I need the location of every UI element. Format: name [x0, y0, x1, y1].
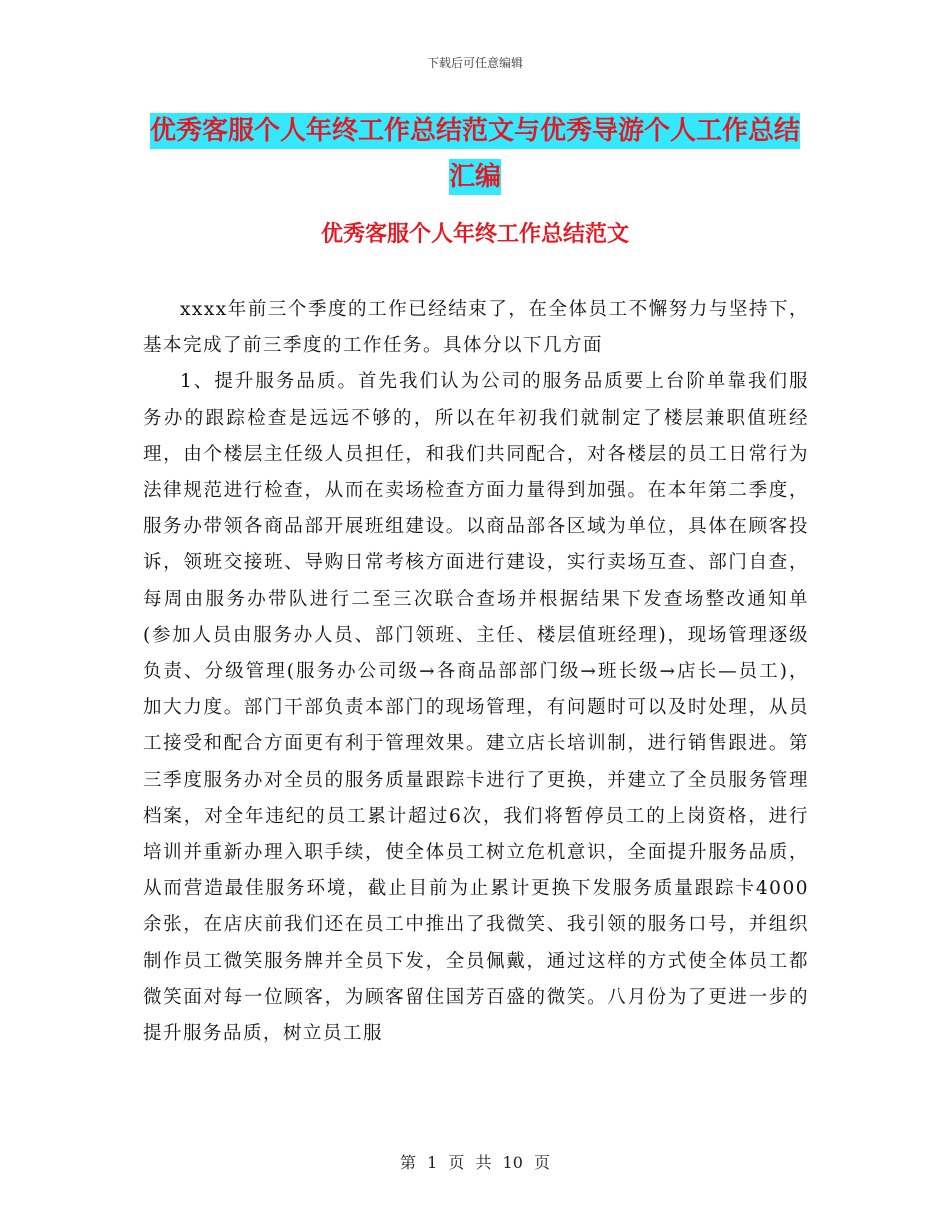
body-paragraph-intro: xxxx年前三个季度的工作已经结束了，在全体员工不懈努力与坚持下，基本完成了前三季度的工作任务。具体分以下几方面: [143, 299, 809, 357]
document-title-text: 优秀客服个人年终工作总结范文与优秀导游个人工作总结汇编: [150, 113, 800, 195]
body-paragraph-service-quality: 1、提升服务品质。首先我们认为公司的服务品质要上台阶单靠我们服务办的跟踪检查是远远不够的，所以在年初我们就制定了楼层兼职值班经理，由个楼层主任级人员担任，和我们共同配合，对各楼层的员工日常行为法律规范进行检查，从而在卖场检查方面力量得到加强。在本年第二季度，服务办带领各商品部开展班组建设。以商品部各区域为单位，具体在顾客投诉，领班交接班、导购日常考核方面进行建设，实行卖场互查、部门自查，每周由服务办带队进行二至三次联合查场并根据结果下发查场整改通知单(参加人员由服务办人员、部门领班、主任、楼层值班经理)，现场管理逐级负责、分级管理(服务办公司级→各商品部部门级→班长级→店长—员工)，加大力度。部门干部负责本部门的现场管理，有问题时可以及时处理，从员工接受和配合方面更有利于管理效果。建立店长培训制，进行销售跟进。第三季度服务办对全员的服务质量跟踪卡进行了更换，并建立了全员服务管理档案，对全年违纪的员工累计超过6次，我们将暂停员工的上岗资格，进行培训并重新办理入职手续，使全体员工树立危机意识，全面提升服务品质，从而营造最佳服务环境，截止目前为止累计更换下发服务质量跟踪卡4000余张，在店庆前我们还在员工中推出了我微笑、我引领的服务口号，并组织制作员工微笑服务牌并全员下发，全员佩戴，通过这样的方式使全体员工都微笑面对每一位顾客，为顾客留住国芳百盛的微笑。八月份为了更进一步的提升服务品质，树立员工服: [143, 371, 809, 1045]
section-title: 优秀客服个人年终工作总结范文: [320, 222, 629, 247]
header-note: 下载后可任意编辑: [426, 56, 523, 70]
document-body: [143, 292, 809, 1052]
page-number: 第 1 页 共 10 页: [400, 1153, 550, 1172]
document-title: [150, 108, 800, 200]
